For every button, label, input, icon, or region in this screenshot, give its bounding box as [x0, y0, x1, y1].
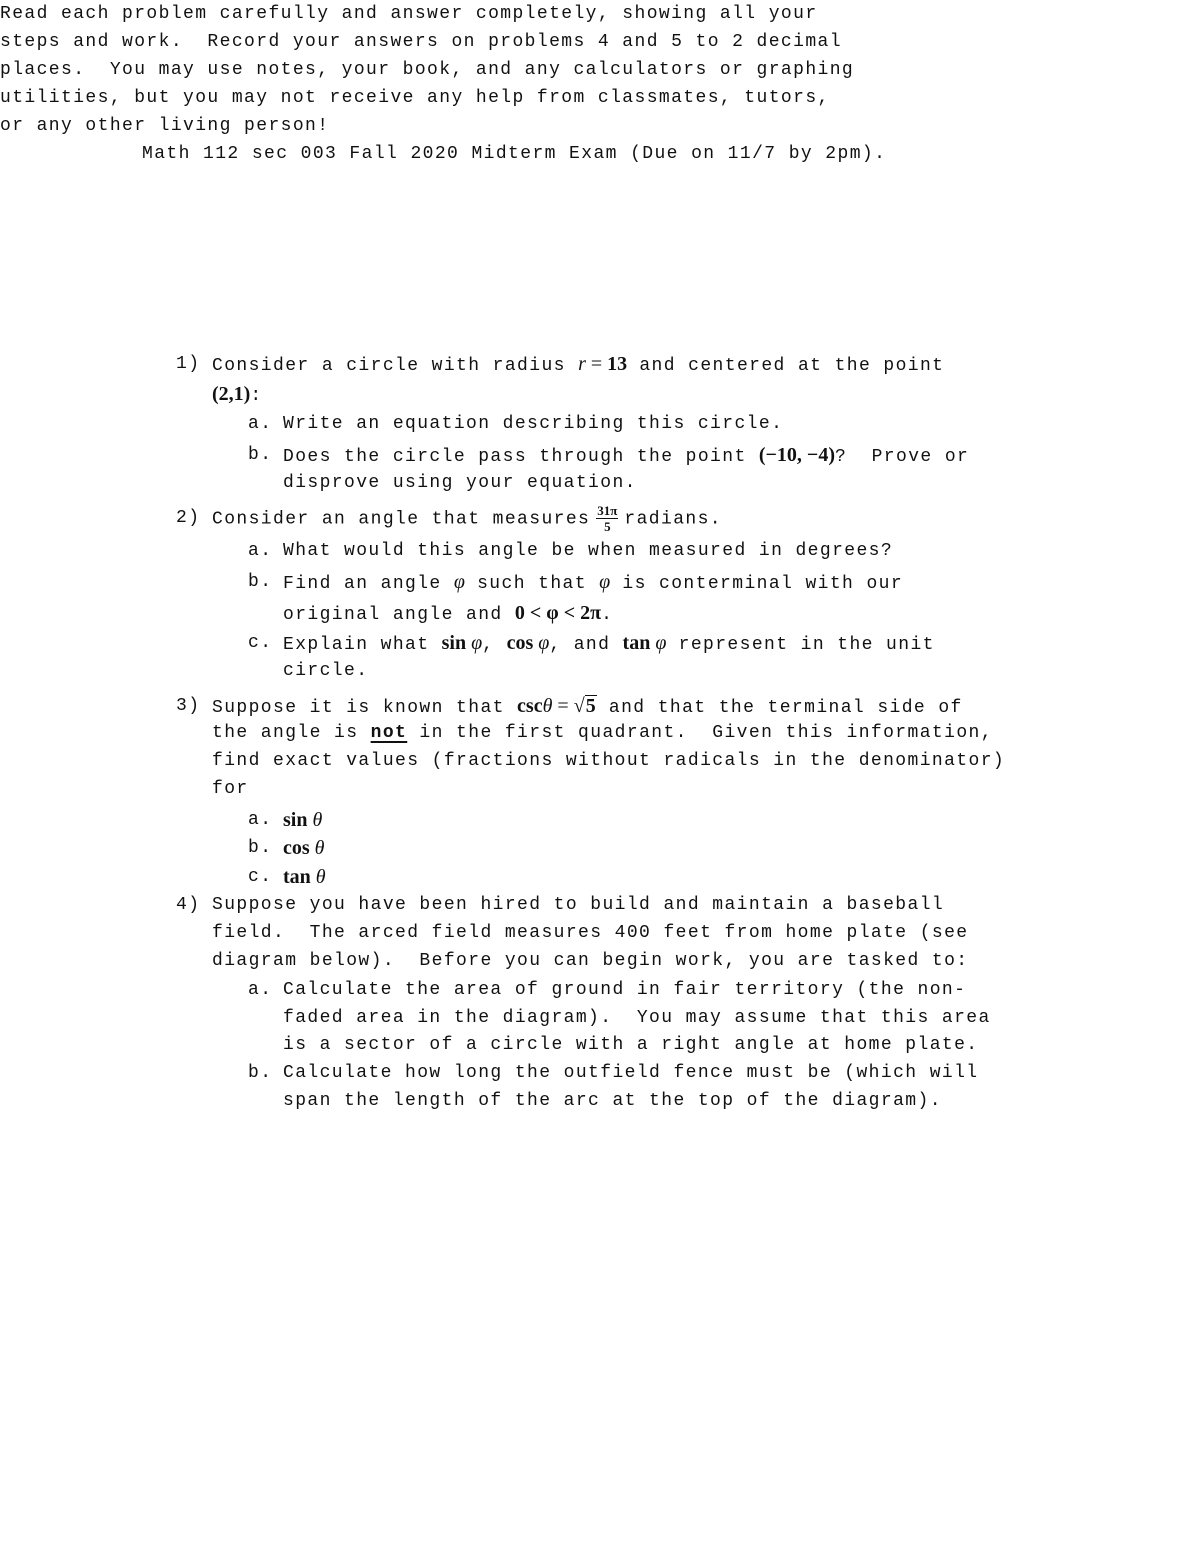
- subpart-label: a.: [248, 810, 273, 830]
- problem-4b-line: span the length of the arc at the top of the diagram).: [283, 1091, 942, 1111]
- subpart-label: a.: [248, 541, 273, 561]
- problem-3b-expr: cos θ: [283, 837, 325, 859]
- problem-1-line-1: Consider a circle with radius r = 13 and centered at the point: [212, 353, 945, 376]
- problem-4b-line: Calculate how long the outfield fence must be (which will: [283, 1063, 979, 1083]
- problem-2a-text: What would this angle be when measured in degrees?: [283, 541, 894, 561]
- problem-number: 4): [176, 895, 201, 915]
- subpart-label: b.: [248, 1063, 273, 1083]
- problem-2-line-1: Consider an angle that measures $\frac{31\pi}{5}$ radians.: [212, 503, 723, 534]
- problem-3c-expr: tan θ: [283, 866, 326, 888]
- subpart-label: b.: [248, 572, 273, 592]
- fraction: $\frac{31\pi}{5}$: [597, 503, 618, 534]
- problem-4a-line: Calculate the area of ground in fair territory (the non-: [283, 980, 967, 1000]
- problem-2c-line-1: Explain what sin φ, cos φ, and tan φ represent in the unit: [283, 632, 935, 655]
- subpart-label: b.: [248, 838, 273, 858]
- problem-3-line-2: the angle is not in the first quadrant. Given this information,: [212, 723, 993, 743]
- problem-2b-line-1: Find an angle φ such that φ is conterminal with our: [283, 571, 904, 594]
- subpart-label: b.: [248, 445, 273, 465]
- emphasis-not: not: [370, 723, 408, 743]
- subpart-label: a.: [248, 980, 273, 1000]
- exam-title: Math 112 sec 003 Fall 2020 Midterm Exam (Due on 11/7 by 2pm).: [142, 144, 887, 164]
- problem-3a-expr: sin θ: [283, 809, 323, 831]
- instruction-line: places. You may use notes, your book, and any calculators or graphing: [0, 60, 855, 80]
- problem-1a-text: Write an equation describing this circle.: [283, 414, 784, 434]
- instruction-line: utilities, but you may not receive any help from classmates, tutors,: [0, 88, 830, 108]
- instruction-line: or any other living person!: [0, 116, 330, 136]
- problem-1b-line-2: disprove using your equation.: [283, 473, 637, 493]
- instruction-line: Read each problem carefully and answer completely, showing all your: [0, 4, 818, 24]
- problem-4-line: field. The arced field measures 400 feet from home plate (see: [212, 923, 969, 943]
- instructions: [0, 0, 1200, 140]
- problem-4-line: Suppose you have been hired to build and maintain a baseball: [212, 895, 945, 915]
- problem-4a-line: faded area in the diagram). You may assume that this area: [283, 1008, 991, 1028]
- problem-3-line-3: find exact values (fractions without radicals in the denominator): [212, 751, 1006, 771]
- problem-4a-line: is a sector of a circle with a right angle at home plate.: [283, 1035, 979, 1055]
- problem-3-line-1: Suppose it is known that cscθ = √5 and that the terminal side of: [212, 695, 963, 718]
- subpart-label: a.: [248, 414, 273, 434]
- problem-1b-line-1: Does the circle pass through the point (−10, −4)? Prove or: [283, 444, 970, 467]
- problem-number: 2): [176, 508, 201, 528]
- problem-number: 1): [176, 354, 201, 374]
- problem-4-line: diagram below). Before you can begin work, you are tasked to:: [212, 951, 969, 971]
- problem-2b-line-2: original angle and 0 < φ < 2π.: [283, 602, 614, 625]
- instruction-line: steps and work. Record your answers on problems 4 and 5 to 2 decimal: [0, 32, 842, 52]
- problem-number: 3): [176, 696, 201, 716]
- problem-2c-line-2: circle.: [283, 661, 369, 681]
- problem-3-line-4: for: [212, 779, 249, 799]
- subpart-label: c.: [248, 633, 273, 653]
- problem-1-line-2: (2,1):: [212, 383, 263, 406]
- subpart-label: c.: [248, 867, 273, 887]
